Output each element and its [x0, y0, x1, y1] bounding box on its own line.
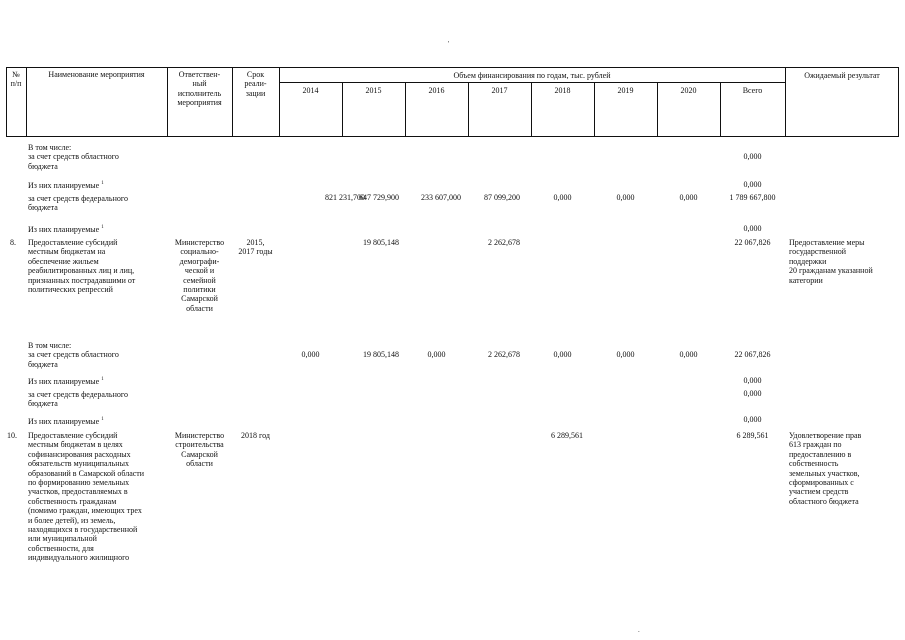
- row-value-2020: 0,000: [679, 193, 698, 202]
- footnote-mark: 1: [101, 417, 104, 423]
- row-value-2020: 0,000: [679, 350, 698, 359]
- row-value-2018: 0,000: [553, 193, 572, 202]
- header-year: 2018: [554, 86, 571, 95]
- row-name: В том числе: за счет средств областного бюджета: [28, 143, 119, 171]
- row-value-2015: 19 805,148: [363, 350, 399, 359]
- row-result: Удовлетворение прав 613 граждан по предоставлению в собственность земельных участков, сформированных с участием средств областного бюджета: [789, 431, 862, 506]
- header-year: 2019: [617, 86, 634, 95]
- row-value-2016: 233 607,000: [421, 193, 461, 202]
- row-value-2015: 19 805,148: [363, 238, 399, 247]
- header-responsible: Ответствен- ный исполнитель мероприятия: [177, 70, 222, 108]
- row-name: Предоставление субсидий местным бюджетам на обеспечение жильем реабилитированных лиц и лиц, признанных пострадавшими от политических репрессий: [28, 238, 136, 295]
- row-term: 2018 год: [241, 431, 270, 440]
- row-value-2014: 0,000: [301, 350, 320, 359]
- row-total: 0,000: [743, 152, 762, 161]
- row-total: 0,000: [743, 224, 762, 233]
- header-name: Наименование мероприятия: [48, 70, 145, 79]
- header-term: Срок реали- зации: [244, 70, 267, 98]
- row-value-2018: 0,000: [553, 350, 572, 359]
- row-name: Из них планируемые $^1$: [28, 377, 104, 386]
- row-value-2019: 0,000: [616, 350, 635, 359]
- scan-mark-bottom: .: [638, 626, 640, 634]
- row-responsible: Министерство строительства Самарской области: [174, 431, 225, 469]
- row-total: 0,000: [743, 389, 762, 398]
- row-name: за счет средств федерального бюджета: [28, 194, 128, 213]
- header-year: 2014: [302, 86, 319, 95]
- header-year: 2016: [428, 86, 445, 95]
- header-num: № п/п: [10, 70, 22, 89]
- row-total: 0,000: [743, 376, 762, 385]
- footnote-mark: 1: [101, 377, 104, 383]
- row-total: 22 067,826: [734, 238, 771, 247]
- row-name: за счет средств федерального бюджета: [28, 390, 128, 409]
- row-total: 6 289,561: [736, 431, 769, 440]
- row-number: 8.: [10, 238, 16, 247]
- row-number: 10.: [7, 431, 17, 440]
- row-responsible: Министерство социально- демографи- ческой и семейной политики Самарской области: [174, 238, 225, 313]
- header-year: 2015: [365, 86, 382, 95]
- row-result: Предоставление меры государственной поддержки 20 гражданам указанной категории: [789, 238, 873, 285]
- header-year: 2020: [680, 86, 697, 95]
- footnote-mark: 1: [101, 181, 104, 187]
- header-total: Всего: [742, 86, 763, 95]
- row-total: 1 789 667,800: [729, 193, 776, 202]
- row-value-2019: 0,000: [616, 193, 635, 202]
- row-value-2017: 2 262,678: [488, 238, 520, 247]
- footnote-mark: 1: [101, 225, 104, 231]
- header-year: 2017: [491, 86, 508, 95]
- scan-mark-top: ': [448, 40, 450, 48]
- row-name: Из них планируемые $^1$: [28, 225, 104, 234]
- row-name: В том числе: за счет средств областного бюджета: [28, 341, 119, 369]
- row-value-2017: 87 099,200: [484, 193, 520, 202]
- row-value-2016: 0,000: [427, 350, 446, 359]
- row-value-2018: 6 289,561: [551, 431, 583, 440]
- row-total: 0,000: [743, 415, 762, 424]
- row-name: Из них планируемые $^1$: [28, 417, 104, 426]
- row-value-2017: 2 262,678: [488, 350, 520, 359]
- row-value-2014: 821 231,700: [325, 193, 365, 202]
- row-total: 22 067,826: [734, 350, 771, 359]
- row-term: 2015, 2017 годы: [238, 238, 273, 257]
- row-name: Предоставление субсидий местным бюджетам в целях софинансирования расходных обязательств муниципальных образований в Самарской области по формированию земельных участков, предоставляемых в собственность гражданам (помимо граждан, имеющих трех и более детей), из земель, находящихся в государственной или муниципальной собственности, для индивидуального жилищного: [28, 431, 145, 563]
- row-name: Из них планируемые $^1$: [28, 181, 104, 190]
- header-result: Ожидаемый результат: [804, 71, 880, 80]
- row-total: 0,000: [743, 180, 762, 189]
- row-value-2015: 647 729,900: [359, 193, 399, 202]
- header-finance: Объем финансирования по годам, тыс. рублей: [453, 71, 611, 80]
